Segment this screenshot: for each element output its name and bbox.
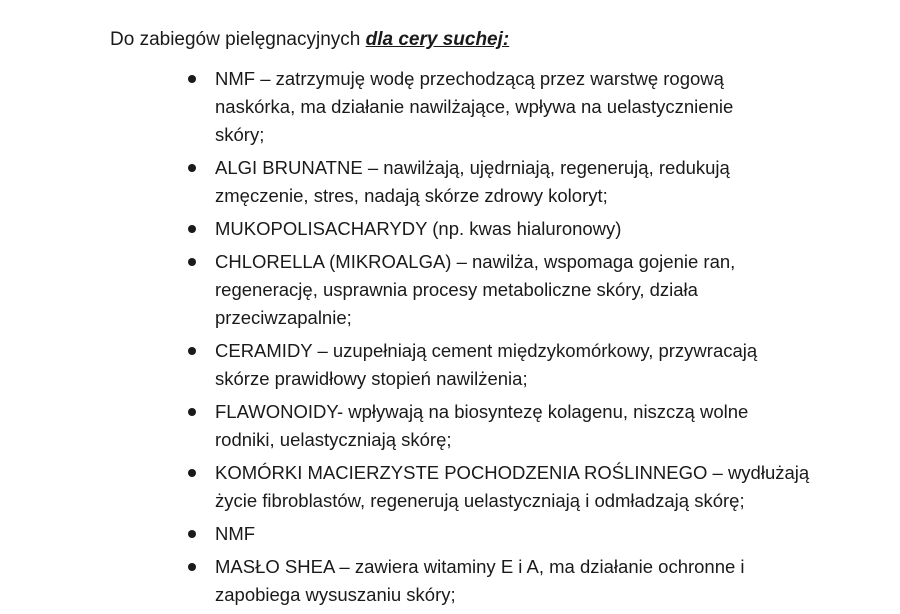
intro-emphasis: dla cery suchej: bbox=[365, 29, 510, 50]
bullet-icon bbox=[188, 469, 196, 477]
list-item-line: KOMÓRKI MACIERZYSTE POCHODZENIA ROŚLINNEGO – wydłużają bbox=[215, 462, 810, 483]
list-item bbox=[188, 248, 828, 332]
ingredient-list bbox=[188, 65, 828, 614]
bullet-icon bbox=[188, 530, 196, 538]
list-item-line: CERAMIDY – uzupełniają cement międzykomórkowy, przywracają bbox=[215, 340, 758, 361]
list-item-line: ALGI BRUNATNE – nawilżają, ujędrniają, regenerują, redukują bbox=[215, 157, 730, 178]
list-item-line: skórze prawidłowy stopień nawilżenia; bbox=[215, 368, 528, 389]
bullet-icon bbox=[188, 347, 196, 355]
list-item bbox=[188, 459, 828, 515]
list-item-line: NMF bbox=[215, 523, 256, 544]
list-item-line: zapobiega wysuszaniu skóry; bbox=[215, 584, 456, 605]
list-item bbox=[188, 337, 828, 393]
list-item-line: życie fibroblastów, regenerują uelastyczniają i odmładzają skórę; bbox=[215, 490, 745, 511]
list-item-line: naskórka, ma działanie nawilżające, wpływa na uelastycznienie bbox=[215, 96, 734, 117]
bullet-icon bbox=[188, 164, 196, 172]
list-item bbox=[188, 215, 828, 243]
intro-paragraph bbox=[110, 27, 509, 53]
bullet-icon bbox=[188, 75, 196, 83]
list-item-line: rodniki, uelastyczniają skórę; bbox=[215, 429, 452, 450]
list-item-line: zmęczenie, stres, nadają skórze zdrowy koloryt; bbox=[215, 185, 608, 206]
list-item bbox=[188, 65, 828, 149]
list-item bbox=[188, 553, 828, 609]
list-item-line: MUKOPOLISACHARYDY (np. kwas hialuronowy) bbox=[215, 218, 622, 239]
intro-text: Do zabiegów pielęgnacyjnych bbox=[110, 29, 366, 50]
list-item-line: skóry; bbox=[215, 124, 265, 145]
bullet-icon bbox=[188, 408, 196, 416]
list-item-line: NMF – zatrzymuję wodę przechodzącą przez warstwę rogową bbox=[215, 68, 724, 89]
list-item-line: regenerację, usprawnia procesy metaboliczne skóry, działa bbox=[215, 279, 698, 300]
list-item-line: CHLORELLA (MIKROALGA) – nawilża, wspomaga gojenie ran, bbox=[215, 251, 736, 272]
list-item bbox=[188, 154, 828, 210]
list-item-line: FLAWONOIDY- wpływają na biosyntezę kolagenu, niszczą wolne bbox=[215, 401, 749, 422]
bullet-icon bbox=[188, 225, 196, 233]
bullet-icon bbox=[188, 563, 196, 571]
list-item-line: MASŁO SHEA – zawiera witaminy E i A, ma działanie ochronne i bbox=[215, 556, 745, 577]
bullet-icon bbox=[188, 258, 196, 266]
list-item bbox=[188, 398, 828, 454]
list-item bbox=[188, 520, 828, 548]
list-item-line: przeciwzapalnie; bbox=[215, 307, 352, 328]
